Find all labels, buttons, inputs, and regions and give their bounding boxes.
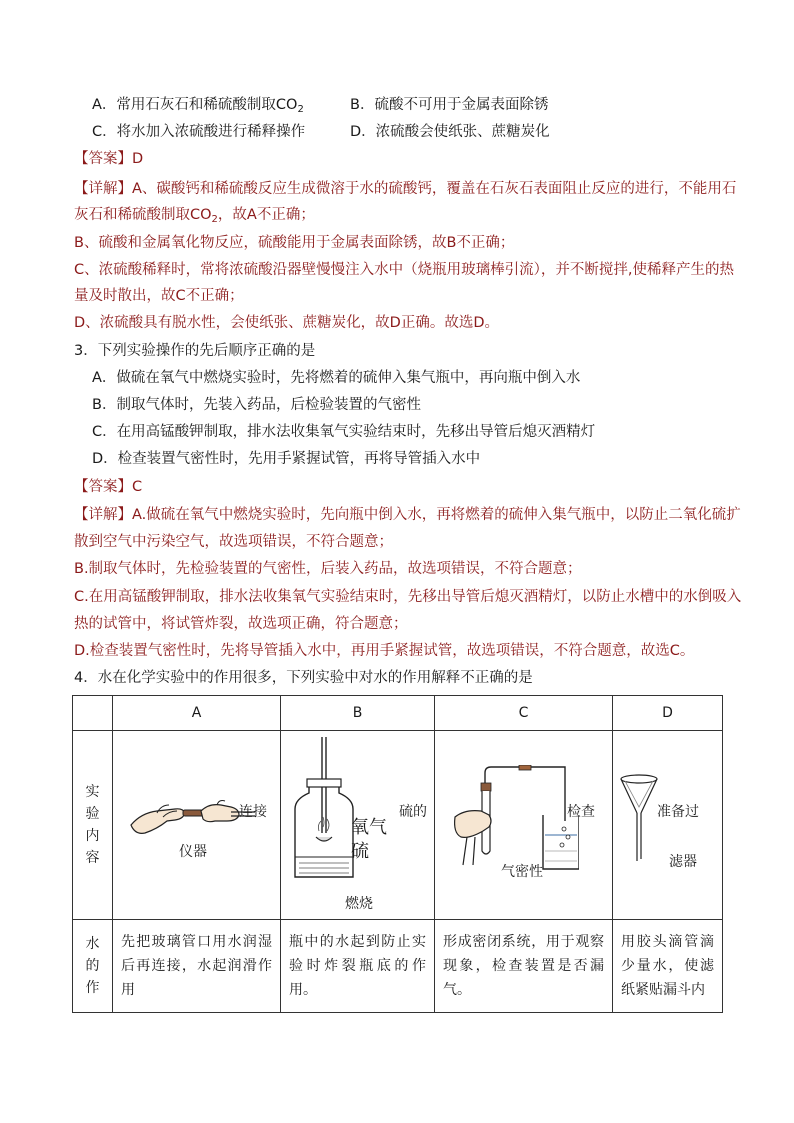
q4-header-c: C <box>435 696 613 731</box>
q3-detail-line6: D.检查装置气密性时，先将导管插入水中，再用手紧握试管，故选项错误，不符合题意，故选C。 <box>74 643 695 659</box>
q2-detail-line2: 灰石和稀硫酸制取$CO_2$，故A不正确； <box>74 207 315 225</box>
q3-detail-line2: 散到空气中污染空气，故选项错误，不符合题意； <box>74 534 393 550</box>
q4-header-blank <box>73 696 113 731</box>
q4-cell-a <box>113 731 281 920</box>
q4-content-row <box>73 731 723 920</box>
q4-cell-d <box>613 731 723 920</box>
q3-option-c: C．在用高锰酸钾制取，排水法收集氧气实验结束时，先移出导管后熄灭酒精灯 <box>92 424 596 440</box>
q4-stem: 4．水在化学实验中的作用很多，下列实验中对水的作用解释不正确的是 <box>74 670 533 686</box>
q3-detail-line1: 【详解】A.做硫在氧气中燃烧实验时，先向瓶中倒入水，再将燃着的硫伸入集气瓶中，以防止二氧化硫扩 <box>74 507 741 523</box>
q4-table <box>72 695 723 1013</box>
q4-c-explain: 形成密闭系统，用于观察现象，检查装置是否漏气。 <box>435 920 613 1013</box>
q2-detail-line3: B、硫酸和金属氧化物反应，硫酸能用于金属表面除锈，故B不正确； <box>74 235 515 251</box>
q4-a-explain: 先把玻璃管口用水润湿后再连接，水起润滑作用 <box>113 920 281 1013</box>
q4-cell-c <box>435 731 613 920</box>
q2-detail-line1: 【详解】A、碳酸钙和稀硫酸反应生成微溶于水的硫酸钙，覆盖在石灰石表面阻止反应的进行，不能用石 <box>74 181 737 197</box>
q4-b-oxygen: 氧气 <box>351 817 387 838</box>
q4-row2-label: 水 的 作 <box>73 920 113 1013</box>
q3-detail-line5: 热的试管中，将试管炸裂，故选项正确，符合题意； <box>74 616 408 632</box>
funnel-illustration <box>619 773 659 863</box>
q3-option-d: D．检查装置气密性时，先用手紧握试管，再将导管插入水中 <box>92 451 481 467</box>
q4-row1-label: 实 验 内 容 <box>73 731 113 920</box>
q3-detail-line3: B.制取气体时，先检验装置的气密性，后装入药品，故选项错误，不符合题意； <box>74 561 582 577</box>
q3-detail-line4: C.在用高锰酸钾制取，排水法收集氧气实验结束时，先移出导管后熄灭酒精灯，以防止水槽中的水倒吸入 <box>74 589 742 605</box>
q3-answer: 【答案】C <box>74 479 143 495</box>
q2-detail-line6: D、浓硫酸具有脱水性，会使纸张、蔗糖炭化，故D正确。故选D。 <box>74 315 499 331</box>
q2-answer: 【答案】D <box>74 151 144 167</box>
q4-header-d: D <box>613 696 723 731</box>
q4-a-label1: 连接 <box>239 804 267 820</box>
q4-b-explain: 瓶中的水起到防止实验时炸裂瓶底的作用。 <box>281 920 435 1013</box>
q4-a-label2: 仪器 <box>179 844 207 860</box>
q3-option-b: B．制取气体时，先装入药品，后检验装置的气密性 <box>92 397 421 413</box>
q3-option-a: A．做硫在氧气中燃烧实验时，先将燃着的硫伸入集气瓶中，再向瓶中倒入水 <box>92 370 581 386</box>
q2-detail-line4: C、浓硫酸稀释时，常将浓硫酸沿器壁慢慢注入水中（烧瓶用玻璃棒引流），并不断搅拌,使稀释产生的热 <box>74 262 734 278</box>
airtightness-check-illustration <box>449 765 579 875</box>
q3-stem: 3．下列实验操作的先后顺序正确的是 <box>74 343 316 359</box>
q4-c-label2: 气密性 <box>501 864 543 880</box>
q2-option-c: C．将水加入浓硫酸进行稀释操作 <box>92 124 306 140</box>
q4-b-sulfur: 硫 <box>351 841 369 862</box>
q4-explain-row <box>73 920 723 1013</box>
q4-header-b: B <box>281 696 435 731</box>
q4-b-label1: 硫的 <box>399 804 427 820</box>
q2-detail-line5: 量及时散出，故C不正确； <box>74 288 244 304</box>
q4-header-a: A <box>113 696 281 731</box>
q4-d-label2: 滤器 <box>669 854 697 870</box>
q2-option-b: B．硫酸不可用于金属表面除锈 <box>350 97 549 113</box>
q2-option-d: D．浓硫酸会使纸张、蔗糖炭化 <box>350 124 550 140</box>
q2-option-a: A．常用石灰石和稀硫酸制取$CO_2$ <box>92 97 304 115</box>
q4-c-label1: 检查 <box>567 804 595 820</box>
q4-header-row <box>73 696 723 731</box>
q4-cell-b <box>281 731 435 920</box>
q4-d-explain: 用胶头滴管滴少量水，使滤纸紧贴漏斗内 <box>613 920 723 1013</box>
gas-jar-illustration <box>289 735 359 885</box>
q4-d-label1: 准备过 <box>657 804 699 820</box>
q4-b-label2: 燃烧 <box>345 896 373 912</box>
